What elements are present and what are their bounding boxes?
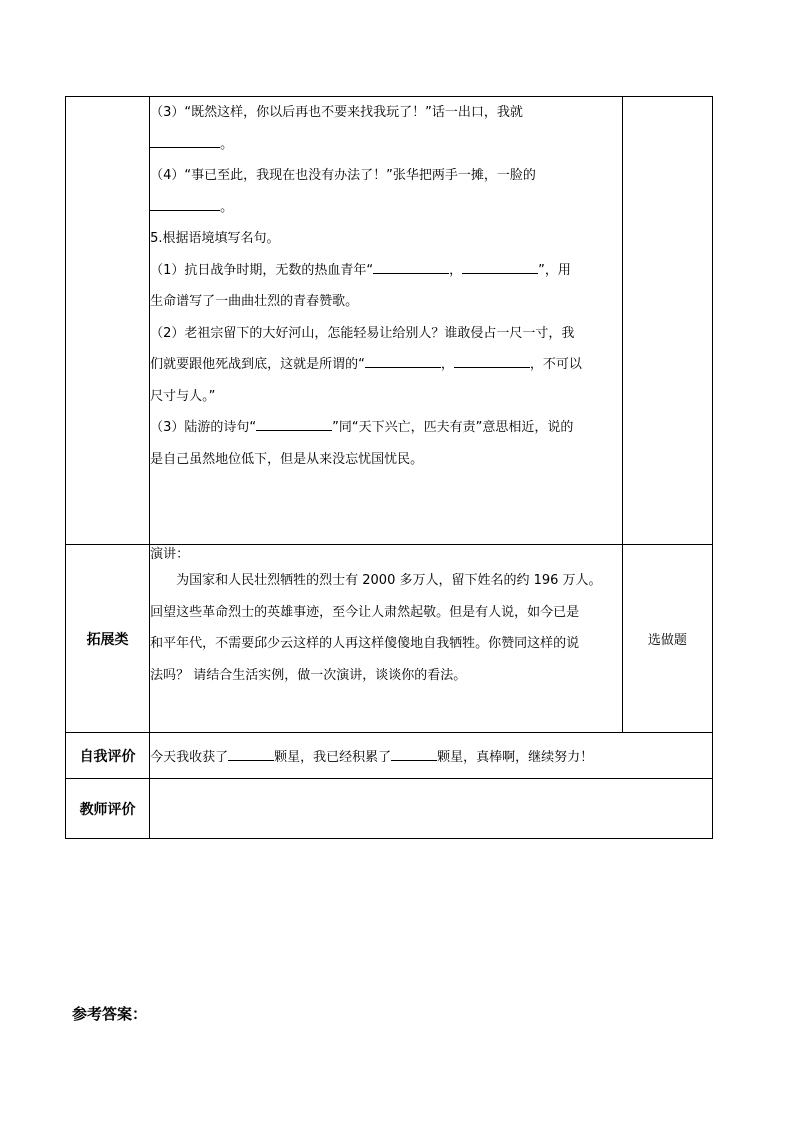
exercise-row [66,97,713,545]
sub-question-3-cont: 是自己虽然地位低下，但是从来没忘忧国忧民。 [150,451,424,467]
answers-title: 参考答案： [72,1005,148,1023]
extension-row [66,545,713,733]
speech-line: 法吗？ 请结合生活实例，做一次演讲，谈谈你的看法。 [150,667,467,683]
worksheet-table [65,96,713,839]
self-eval-content: 今天我收获了 颗星，我已经积累了 颗星，真棒啊，继续努力！ [150,733,713,779]
sub-question-2: （2）老祖宗留下的大好河山，怎能轻易让给别人？谁敢侵占一尺一寸，我 [150,325,575,341]
speech-cell [150,545,623,733]
question-4: （4）“事已至此，我现在也没有办法了！”张华把两手一摊，一脸的 [150,168,536,183]
extension-category: 拓展类 [66,545,150,733]
answer-blank[interactable] [462,259,538,274]
star-count-blank[interactable] [228,746,274,761]
question-4-answer: 。 [150,192,622,224]
self-eval-category: 自我评价 [66,733,150,779]
sub-question-1-cont: 生命谱写了一曲曲壮烈的青春赞歌。 [150,294,359,309]
answer-blank[interactable] [454,353,530,368]
answer-blank[interactable] [256,416,332,431]
answer-blank[interactable] [150,133,220,148]
sub-question-1: （1）抗日战争时期，无数的热血青年“ ， ”，用 [150,255,622,287]
sub-question-2-end: 尺寸与人。” [150,388,216,404]
answer-blank[interactable] [365,353,441,368]
sub-question-2-cont: 们就要跟他死战到底，这就是所谓的“ ， ，不可以 [150,349,622,381]
teacher-eval-category: 教师评价 [66,779,150,839]
star-total-blank[interactable] [391,746,437,761]
speech-line: 回望这些革命烈士的英雄事迹，至今让人肃然起敬。但是有人说，如今已是 [150,604,580,620]
optional-note: 选做题 [622,545,712,733]
exercise-category-cell [66,97,150,545]
speech-title: 演讲： [150,547,190,562]
answer-blank[interactable] [150,196,220,211]
speech-line: 为国家和人民壮烈牺牲的烈士有 2000 多万人，留下姓名的约 196 万人。 [176,573,602,588]
exercise-content-cell [150,97,623,545]
speech-line: 和平年代，不需要邱少云这样的人再这样傻傻地自我牺牲。你赞同这样的说 [150,636,580,651]
self-eval-row [66,733,713,779]
answer-blank[interactable] [373,259,449,274]
teacher-eval-row [66,779,713,839]
question-3-answer: 。 [150,129,622,161]
sub-question-3: （3）陆游的诗句“ ”同“天下兴亡，匹夫有责”意思相近，说的 [150,412,622,444]
section-5-heading: 5.根据语境填写名句。 [150,231,280,246]
question-3: （3）“既然这样，你以后再也不要来找我玩了！”话一出口，我就 [150,105,523,120]
teacher-eval-content[interactable] [150,779,713,839]
exercise-note-cell [622,97,712,545]
